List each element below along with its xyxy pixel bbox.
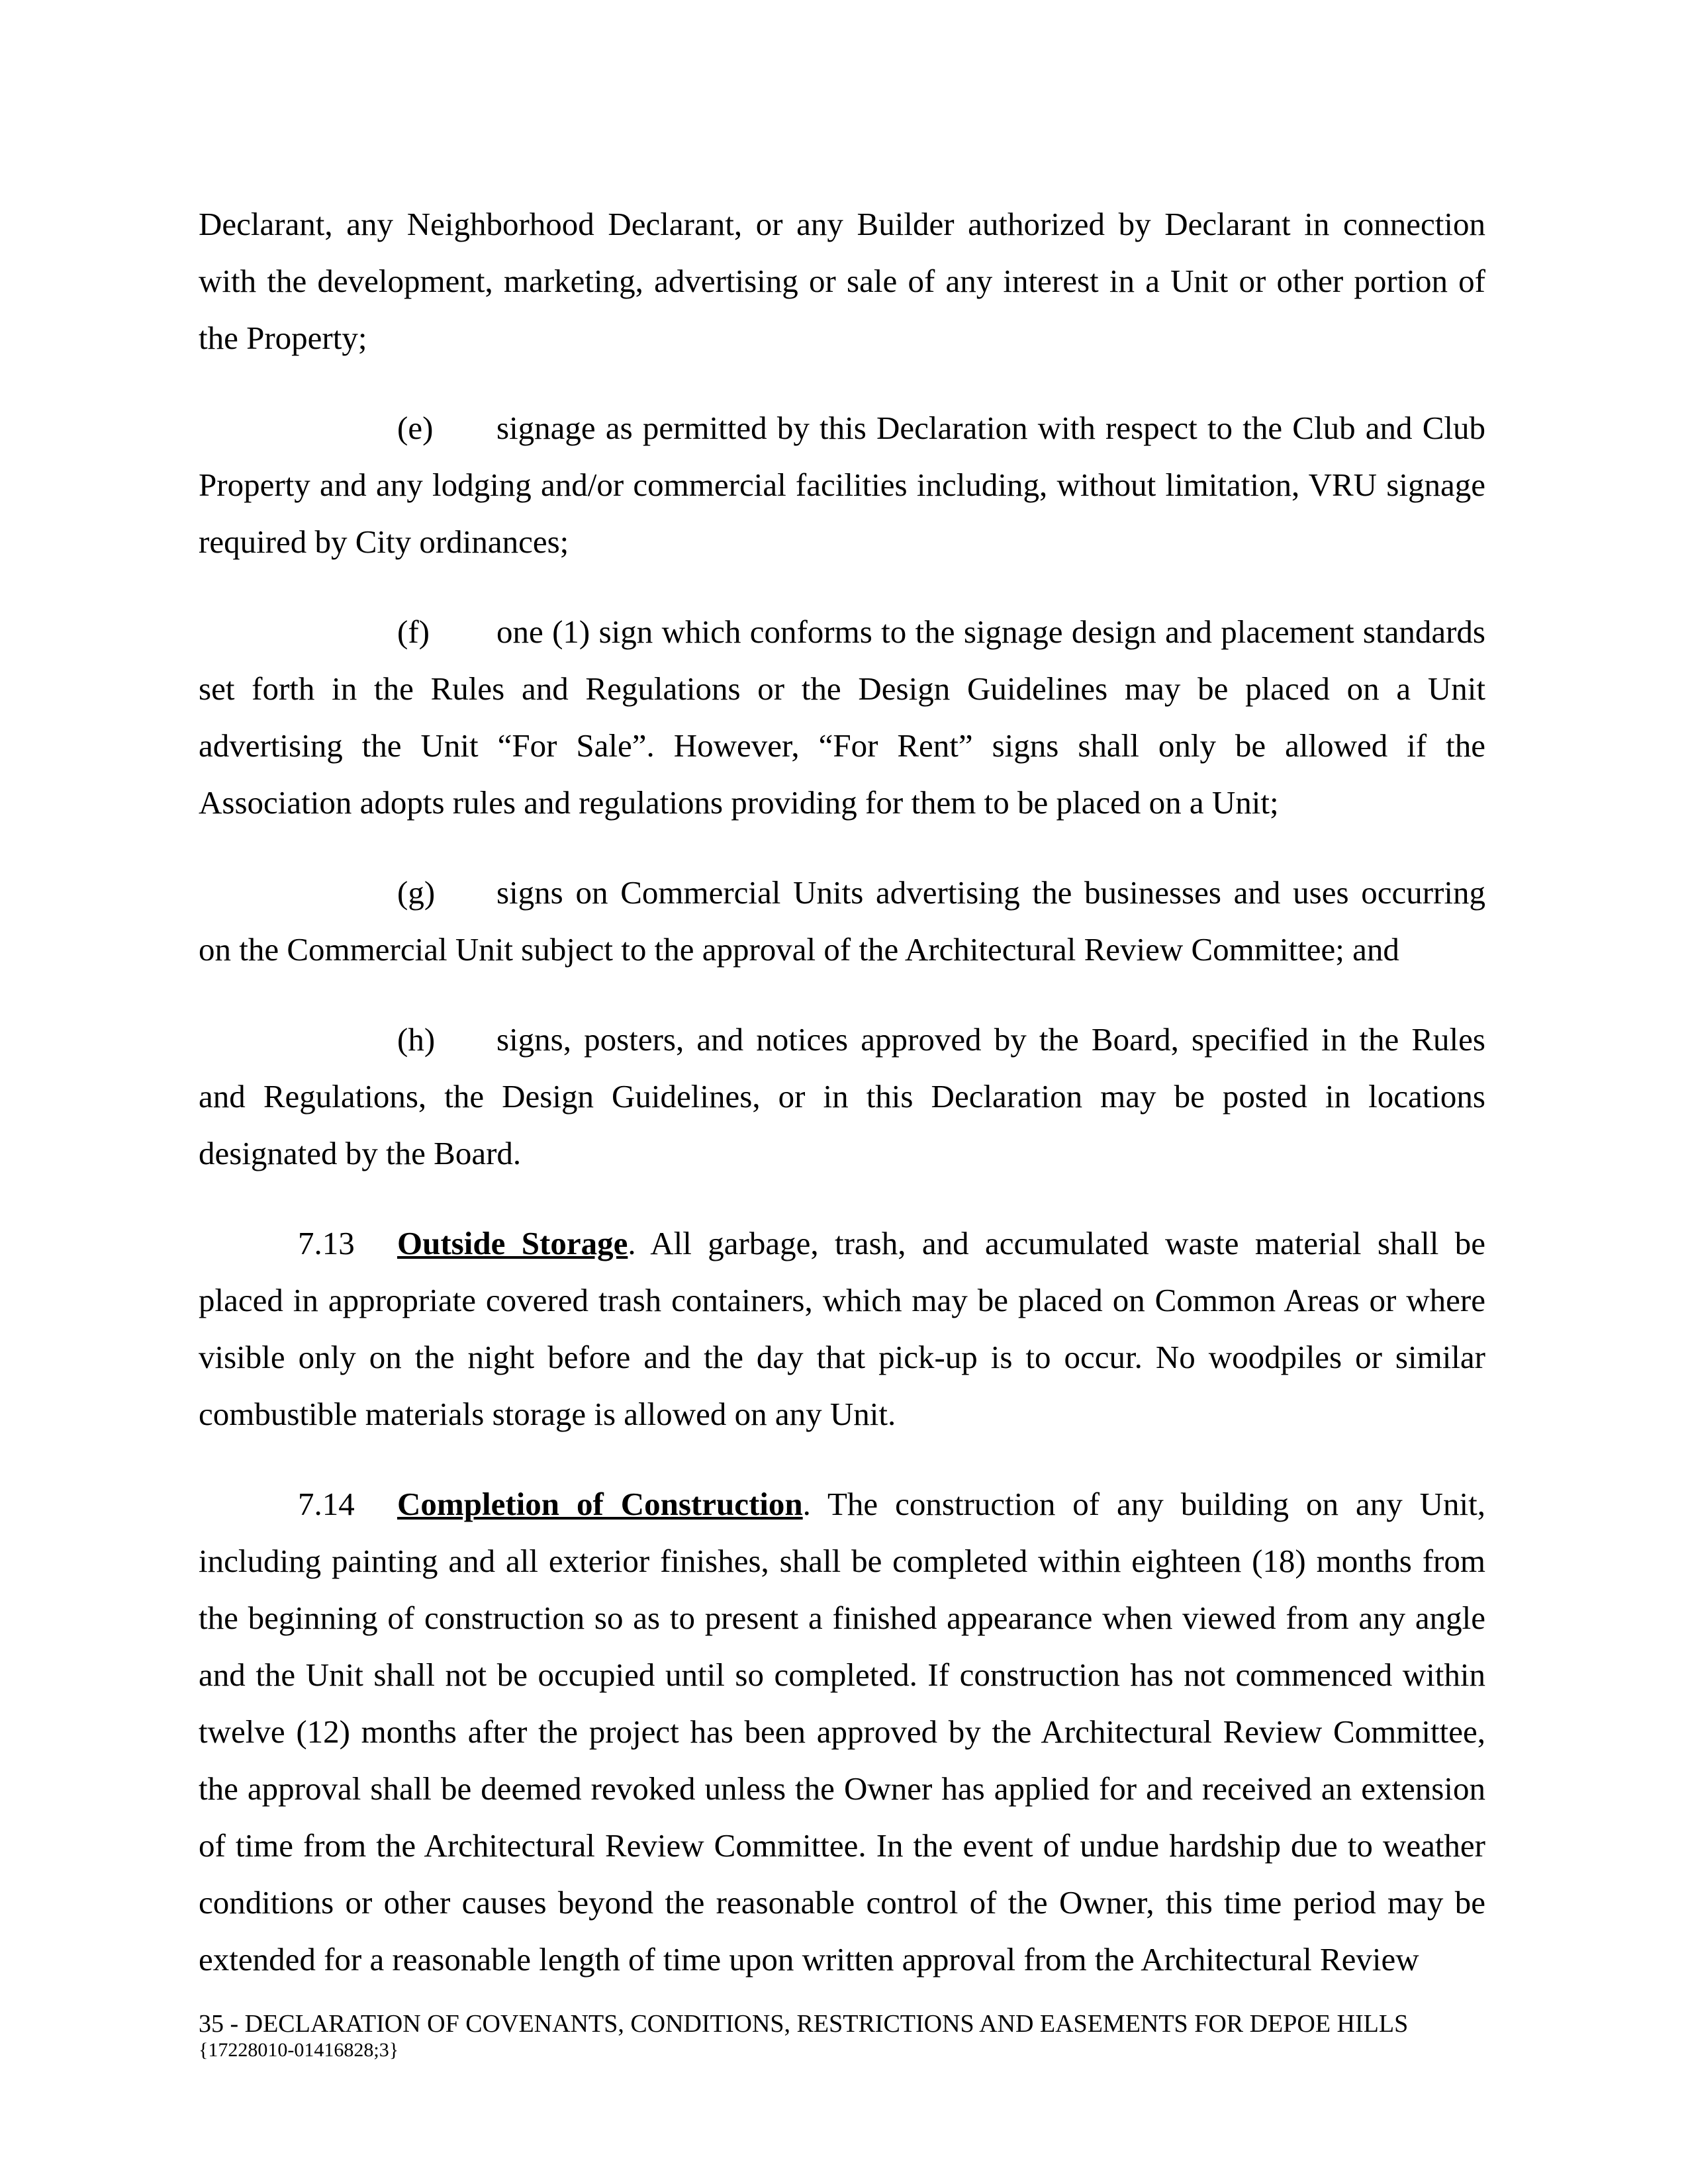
- section-heading: Outside Storage: [397, 1225, 628, 1261]
- section-heading: Completion of Construction: [397, 1486, 803, 1522]
- paragraph-continuation: [199, 196, 1485, 367]
- subsection-text: signs on Commercial Units advertising the businesses and uses occurring on the Commercial Unit subject to the approval of the Architectural Review Committee; and: [199, 874, 1485, 968]
- subsection-text: signage as permitted by this Declaration with respect to the Club and Club Property and any lodging and/or commercial facilities including, without limitation, VRU signage required by City ordinances;: [199, 410, 1485, 560]
- subsection-label: (f): [397, 614, 430, 650]
- section-text: . The construction of any building on any Unit, including painting and all exterior finishes, shall be completed within eighteen (18) months from the beginning of construction so as to present a finished appearance when viewed from any angle and the Unit shall not be occupied until so completed. If construction has not commenced within twelve (12) months after the project has been approved by the Architectural Review Committee, the approval shall be deemed revoked unless the Owner has applied for and received an extension of time from the Architectural Review Committee. In the event of undue hardship due to weather conditions or other causes beyond the reasonable control of the Owner, this time period may be extended for a reasonable length of time upon written approval from the Architectural Review: [199, 1486, 1485, 1978]
- footer-document-id: {17228010-01416828;3}: [199, 2039, 399, 2061]
- subsection-e: [199, 400, 1485, 570]
- page-footer: [199, 2009, 1485, 2062]
- subsection-f: [199, 604, 1485, 831]
- section-text: . All garbage, trash, and accumulated waste material shall be placed in appropriate covered trash containers, which may be placed on Common Areas or where visible only on the night before and the day that pick-up is to occur. No woodpiles or similar combustible materials storage is allowed on any Unit.: [199, 1225, 1485, 1432]
- document-page: [199, 196, 1485, 2021]
- subsection-h: [199, 1011, 1485, 1182]
- subsection-label: (e): [397, 410, 434, 446]
- section-number: 7.13: [298, 1225, 355, 1261]
- subsection-text: signs, posters, and notices approved by the Board, specified in the Rules and Regulations, the Design Guidelines, or in this Declaration may be posted in locations designated by the Board.: [199, 1021, 1485, 1171]
- section-number: 7.14: [298, 1486, 355, 1522]
- subsection-g: [199, 864, 1485, 978]
- subsection-text: one (1) sign which conforms to the signage design and placement standards set forth in the Rules and Regulations or the Design Guidelines may be placed on a Unit advertising the Unit “For Sale”. However, “For Rent” signs shall only be allowed if the Association adopts rules and regulations providing for them to be placed on a Unit;: [199, 614, 1485, 821]
- subsection-label: (g): [397, 874, 436, 911]
- paragraph-text: Declarant, any Neighborhood Declarant, or any Builder authorized by Declarant in connection with the development, marketing, advertising or sale of any interest in a Unit or other portion of the Property;: [199, 206, 1485, 356]
- subsection-label: (h): [397, 1021, 436, 1058]
- footer-page-line: 35 - DECLARATION OF COVENANTS, CONDITIONS, RESTRICTIONS AND EASEMENTS FOR DEPOE HILLS: [199, 2010, 1409, 2038]
- section-7-13: [199, 1215, 1485, 1443]
- section-7-14: [199, 1476, 1485, 1988]
